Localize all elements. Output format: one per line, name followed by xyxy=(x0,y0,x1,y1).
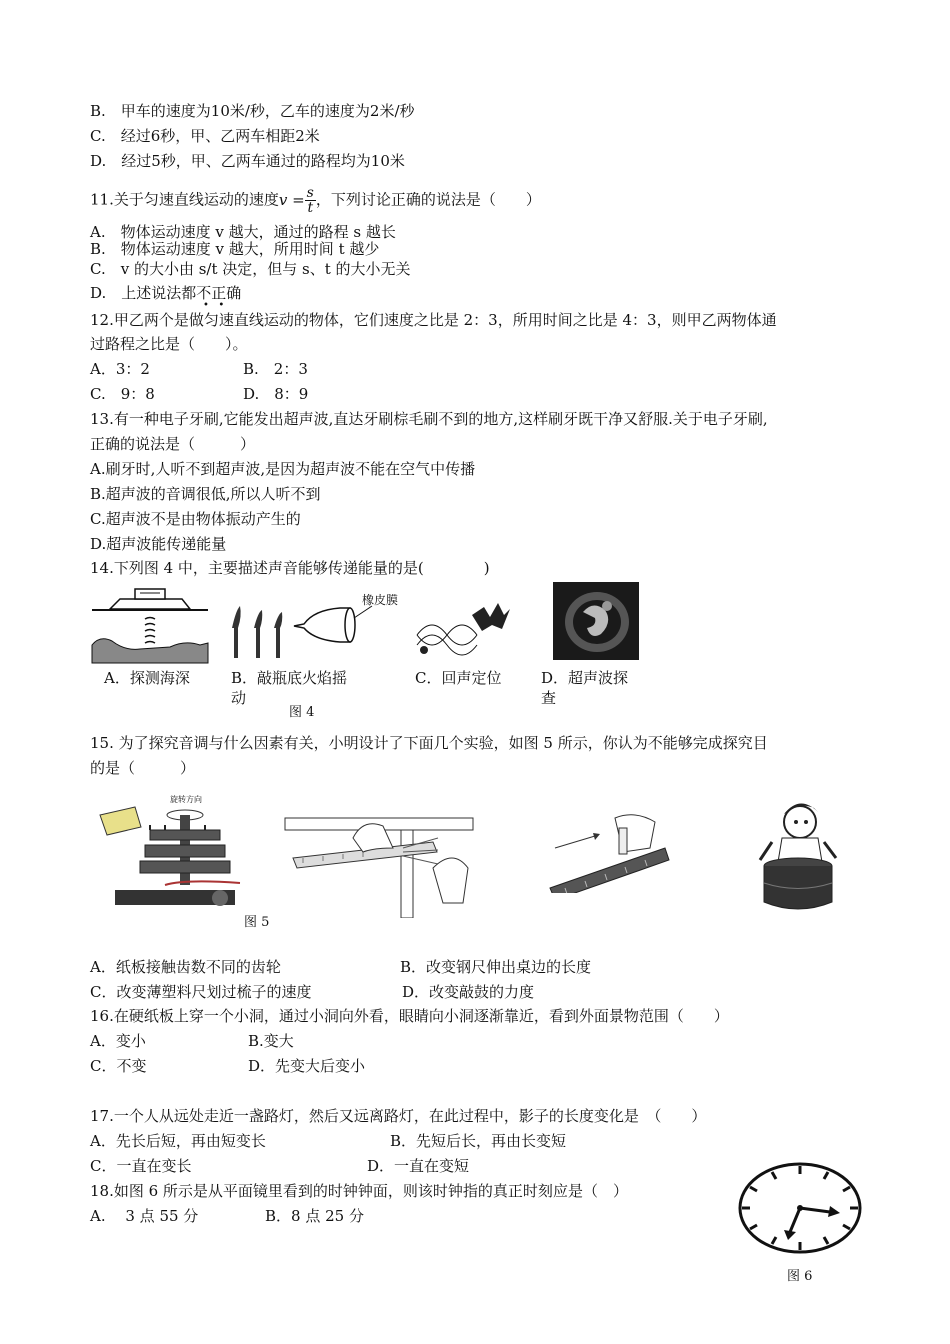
q16-stem: 16.在硬纸板上穿一个小洞，通过小洞向外看，眼睛向小洞逐渐靠近，看到外面景物范围（ ） xyxy=(90,1007,729,1025)
q11-option-a: A. 物体运动速度 v 越大，通过的路程 s 越长 xyxy=(90,223,396,241)
q14-option-d-line1: D．超声波探 xyxy=(541,669,629,687)
q11-option-d: D. 上述说法都不正确 xyxy=(90,284,242,302)
q14-option-c: C．回声定位 xyxy=(415,669,502,687)
q12-option-d: D. 8：9 xyxy=(243,385,309,403)
comb-figure xyxy=(545,808,675,893)
q15-option-c: C．改变薄塑料尺划过梳子的速度 xyxy=(90,983,312,1001)
q16-option-b: B.变大 xyxy=(248,1032,294,1050)
q18-stem: 18.如图 6 所示是从平面镜里看到的时钟钟面，则该时钟指的真正时刻应是（ ） xyxy=(90,1182,628,1200)
q11-option-b: B. 物体运动速度 v 越大，所用时间 t 越少 xyxy=(90,240,380,258)
q10-option-d: D. 经过5秒，甲、乙两车通过的路程均为10米 xyxy=(90,152,405,170)
ultrasound-image-figure xyxy=(553,582,639,660)
q13-option-d: D.超声波能传递能量 xyxy=(90,535,227,553)
q13-option-a: A.刷牙时,人听不到超声波,是因为超声波不能在空气中传播 xyxy=(90,460,476,478)
ship-sonar-figure xyxy=(90,585,210,665)
q13-stem-line2: 正确的说法是（ ） xyxy=(90,435,256,453)
figure-6-caption: 图 6 xyxy=(787,1269,813,1284)
q15-option-b: B．改变钢尺伸出桌边的长度 xyxy=(400,958,592,976)
q15-option-d: D．改变敲鼓的力度 xyxy=(402,983,535,1001)
membrane-label: 橡皮膜 xyxy=(362,593,399,607)
q17-option-d: D．一直在变短 xyxy=(367,1157,470,1175)
mirror-clock-figure xyxy=(736,1160,864,1256)
q14-option-d-line2: 查 xyxy=(541,689,557,707)
q12-option-a: A．3：2 xyxy=(90,360,150,378)
q16-option-a: A．变小 xyxy=(90,1032,146,1050)
figure-5-caption: 图 5 xyxy=(244,915,270,930)
emphasis-dots: • • xyxy=(203,300,225,311)
q17-option-a: A．先长后短，再由短变长 xyxy=(90,1132,266,1150)
q14-stem: 14.下列图 4 中，主要描述声音能够传递能量的是( ) xyxy=(90,559,490,577)
gear-card-figure xyxy=(95,795,245,910)
q11-option-c: C. v 的大小由 s/t 决定，但与 s、t 的大小无关 xyxy=(90,260,411,278)
formula-numerator: s xyxy=(306,185,314,201)
q15-option-a: A．纸板接触齿数不同的齿轮 xyxy=(90,958,281,976)
q11-formula: v = $\frac{s}{t}$ xyxy=(278,185,314,216)
q15-stem-line2: 的是（ ） xyxy=(90,759,196,777)
q12-option-b: B. 2：3 xyxy=(243,360,308,378)
ruler-table-figure xyxy=(283,808,478,918)
q14-option-a: A．探测海深 xyxy=(104,669,190,687)
q13-option-b: B.超声波的音调很低,所以人听不到 xyxy=(90,485,321,503)
q10-option-b: B. 甲车的速度为10米/秒，乙车的速度为2米/秒 xyxy=(90,102,415,120)
q16-option-c: C．不变 xyxy=(90,1057,147,1075)
q11-stem-post: ，下列讨论正确的说法是（ ） xyxy=(315,190,541,209)
q14-option-b-line2: 动 xyxy=(231,689,247,707)
rotate-direction-label: 旋转方向 xyxy=(170,795,202,804)
q13-option-c: C.超声波不是由物体振动产生的 xyxy=(90,510,301,528)
q16-option-d: D．先变大后变小 xyxy=(248,1057,366,1075)
q18-option-b: B．8 点 25 分 xyxy=(265,1207,364,1225)
q12-stem-line1: 12.甲乙两个是做匀速直线运动的物体，它们速度之比是 2：3，所用时间之比是 4：3，则甲乙两物体通 xyxy=(90,311,777,329)
q13-stem-line1: 13.有一种电子牙刷,它能发出超声波,直达牙刷棕毛刷不到的地方,这样刷牙既干净又舒服.关于电子牙刷, xyxy=(90,410,768,428)
q11-stem-pre: 11.关于匀速直线运动的速度 xyxy=(90,190,279,209)
figure-4-caption: 图 4 xyxy=(289,705,315,720)
q12-stem-line2: 过路程之比是（ ）。 xyxy=(90,335,248,353)
q10-option-c: C. 经过6秒，甲、乙两车相距2米 xyxy=(90,127,320,145)
q12-option-c: C. 9：8 xyxy=(90,385,155,403)
q17-stem: 17.一个人从远处走近一盏路灯，然后又远离路灯，在此过程中，影子的长度变化是 （ ） xyxy=(90,1107,707,1125)
q18-option-a: A. 3 点 55 分 xyxy=(90,1207,199,1225)
drum-figure xyxy=(752,798,842,918)
formula-denominator: t xyxy=(307,200,314,216)
q17-option-c: C．一直在变长 xyxy=(90,1157,192,1175)
bat-echolocation-figure xyxy=(412,595,512,660)
q14-option-b-line1: B．敲瓶底火焰摇 xyxy=(231,669,348,687)
q17-option-b: B．先短后长，再由长变短 xyxy=(390,1132,567,1150)
q15-stem-line1: 15. 为了探究音调与什么因素有关，小明设计了下面几个实验，如图 5 所示，你认为不能够完成探究目 xyxy=(90,734,768,752)
q11-stem xyxy=(90,186,541,215)
